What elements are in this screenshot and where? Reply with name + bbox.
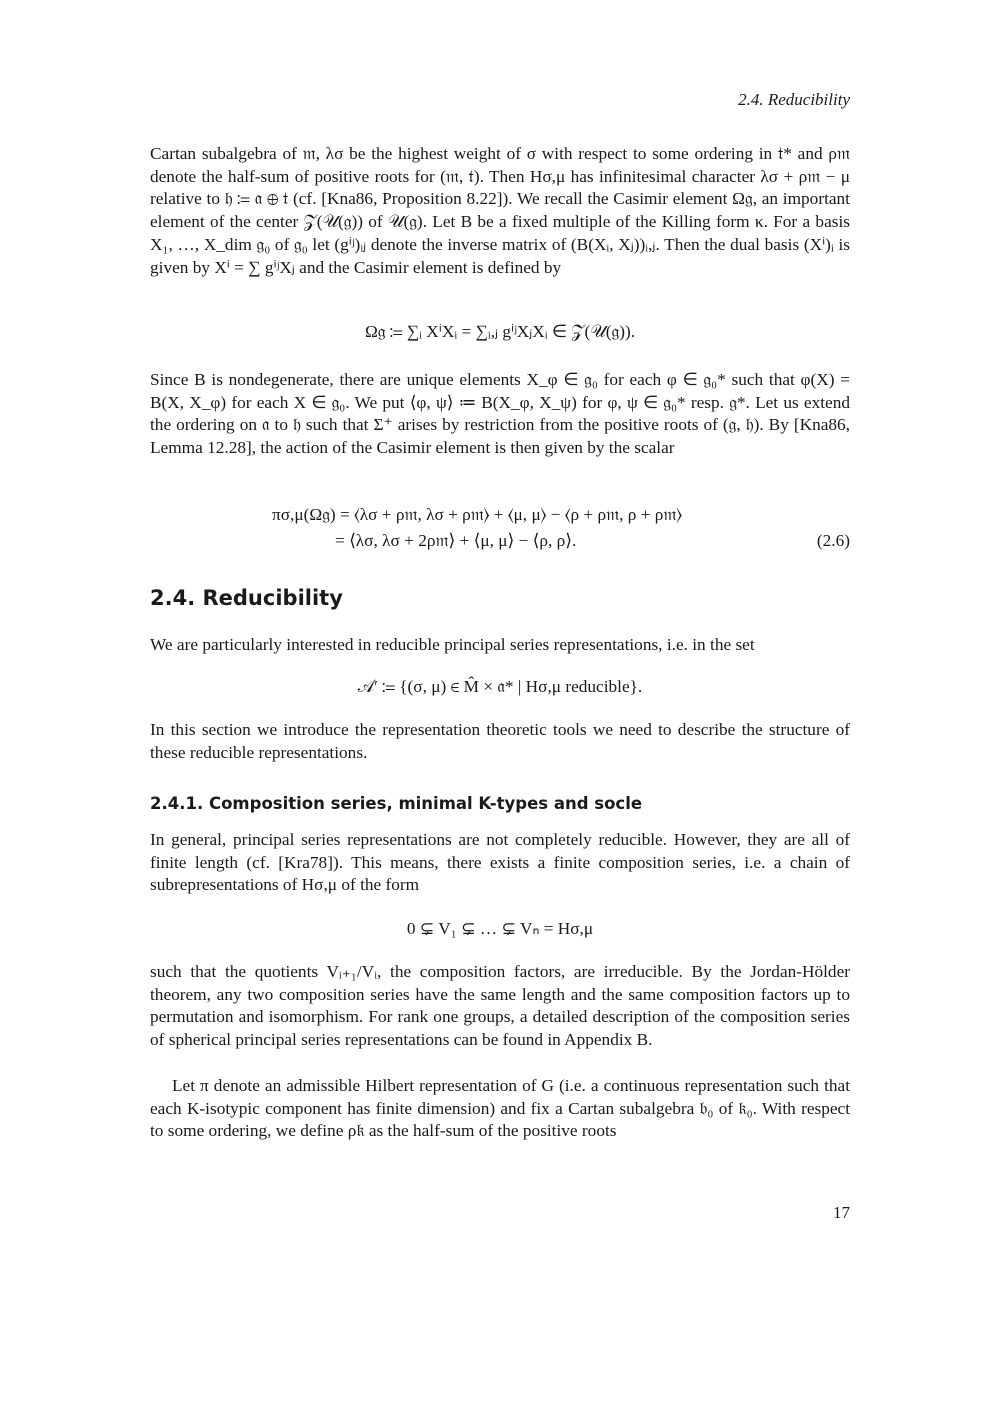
paragraph-jordan-holder: such that the quotients Vᵢ₊₁/Vᵢ, the composition factors, are irreducible. By the Jordan-Hölder theorem, any two composition series have the same length and the same composition factors up to permutation and isomorphism. For rank one groups, a detailed description of the composition series of spherical principal series representations can be found in Appendix B.	[150, 962, 850, 1050]
equation-composition-chain: 0 ⊊ V₁ ⊊ … ⊊ Vₙ = Hσ,μ	[406, 919, 594, 938]
equation-number: (2.6)	[816, 531, 850, 550]
paragraph-admissible-rep: Let π denote an admissible Hilbert representation of G (i.e. a continuous representation such that each K-isotypic component has finite dimension) and fix a Cartan subalgebra 𝔟₀ of 𝔨₀. With respect to some ordering, we define ρ𝔨 as the half-sum of the positive roots	[150, 1076, 850, 1141]
equation-casimir: Ω𝔤 ≔ ∑ᵢ XⁱXᵢ = ∑ᵢ,ⱼ gⁱʲXⱼXᵢ ∈ 𝒵(𝒰(𝔤)).	[364, 322, 636, 341]
subsection-heading: 2.4.1. Composition series, minimal K-types and socle	[150, 794, 643, 813]
running-head: 2.4. Reducibility	[738, 90, 850, 109]
equation-scalar-line-1: πσ,μ(Ω𝔤) = ⟨λσ + ρ𝔪, λσ + ρ𝔪⟩ + ⟨μ, μ⟩ − ⟨ρ + ρ𝔪, ρ + ρ𝔪⟩	[272, 505, 683, 524]
paragraph-reducible-interest: We are particularly interested in reducible principal series representations, i.e. in the set	[150, 635, 755, 654]
section-heading: 2.4. Reducibility	[150, 586, 343, 610]
paragraph-finite-length: In general, principal series representations are not completely reducible. However, they are all of finite length (cf. [Kra78]). This means, there exists a finite composition series, i.e. a chain of subrepresentations of Hσ,μ of the form	[150, 830, 850, 895]
paragraph-casimir-intro: Cartan subalgebra of 𝔪, λσ be the highest weight of σ with respect to some ordering in 𝔱* and ρ𝔪 denote the half-sum of positive roots for (𝔪, 𝔱). Then Hσ,μ has infinitesimal character λσ + ρ𝔪 − μ relative to 𝔥 ≔ 𝔞 ⊕ 𝔱 (cf. [Kna86, Proposition 8.22]). We recall the Casimir element Ω𝔤, an important element of the center 𝒵(𝒰(𝔤)) of 𝒰(𝔤). Let B be a fixed multiple of the Killing form κ. For a basis X₁, …, X_dim 𝔤₀ of 𝔤₀ let (gⁱʲ)ᵢⱼ denote the inverse matrix of (B(Xᵢ, Xⱼ))ᵢ,ⱼ. Then the dual basis (Xⁱ)ᵢ is given by Xⁱ = ∑ gⁱʲXⱼ and the Casimir element is defined by	[150, 144, 850, 277]
paragraph-nondegenerate: Since B is nondegenerate, there are unique elements X_φ ∈ 𝔤₀ for each φ ∈ 𝔤₀* such that φ(X) = B(X, X_φ) for each X ∈ 𝔤₀. We put ⟨φ, ψ⟩ ≔ B(X_φ, X_ψ) for φ, ψ ∈ 𝔤₀* resp. 𝔤*. Let us extend the ordering on 𝔞 to 𝔥 such that Σ⁺ arises by restriction from the positive roots of (𝔤, 𝔥). By [Kna86, Lemma 12.28], the action of the Casimir element is then given by the scalar	[150, 370, 850, 458]
equation-block-2-6	[150, 505, 850, 555]
page-number: 17	[833, 1203, 850, 1222]
equation-set-a-prime: 𝒜′ ≔ {(σ, μ) ∈ M̂ × 𝔞* | Hσ,μ reducible}.	[357, 677, 643, 696]
paragraph-section-intro: In this section we introduce the representation theoretic tools we need to describe the structure of these reducible representations.	[150, 720, 850, 762]
equation-scalar-line-2: = ⟨λσ, λσ + 2ρ𝔪⟩ + ⟨μ, μ⟩ − ⟨ρ, ρ⟩.	[335, 531, 577, 550]
